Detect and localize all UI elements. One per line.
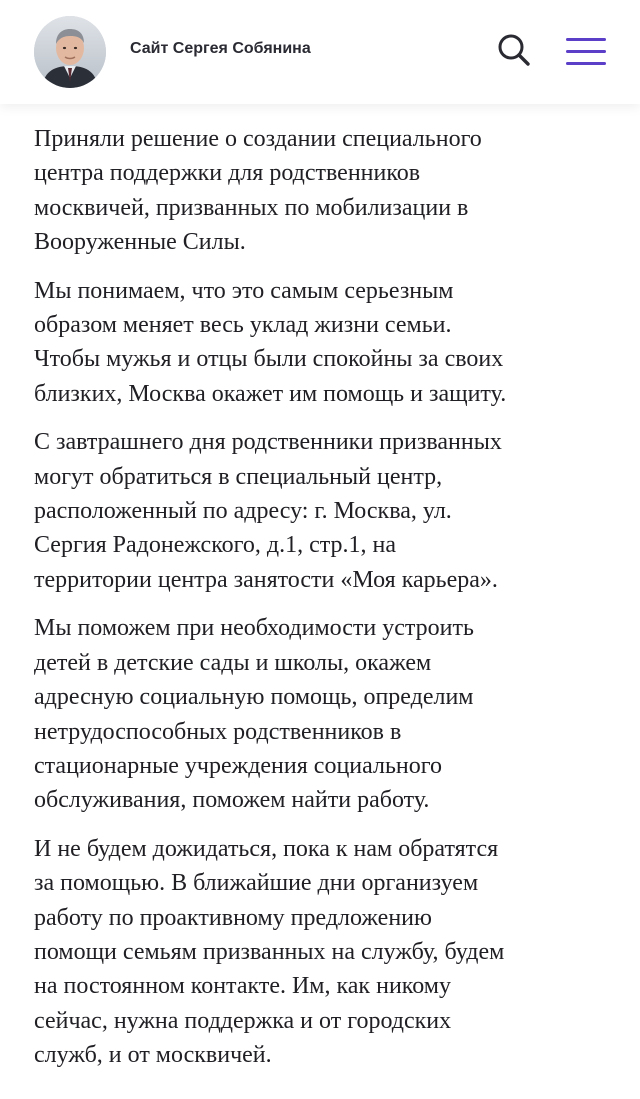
site-header (0, 0, 640, 104)
search-button[interactable] (494, 30, 534, 70)
site-title[interactable]: Сайт Сергея Собянина (130, 40, 311, 57)
article-paragraph: И не будем дожидаться, пока к нам обратятся за помощью. В ближайшие дни организуем работу по проактивному предложению помощи семьям призванных на службу, будем на постоянном контакте. Им, как никому сейчас, нужна поддержка и от городских служб, и от москвичей. (34, 835, 505, 1069)
hamburger-menu-icon (564, 36, 608, 68)
article-paragraph: С завтрашнего дня родственники призванных могут обратиться в специальный центр, расположенный по адресу: г. Москва, ул. Сергия Радонежского, д.1, стр.1, на территории центра занятости «Моя карьера». (34, 429, 502, 593)
article-paragraph: Приняли решение о создании специального центра поддержки для родственников москвичей, призванных по мобилизации в Вооруженные Силы. (34, 126, 482, 256)
article-paragraph: Мы понимаем, что это самым серьезным образом меняет весь уклад жизни семьи. Чтобы мужья и отцы были спокойны за своих близких, Москва окажет им помощь и защиту. (34, 277, 507, 407)
avatar[interactable] (34, 16, 106, 88)
menu-button[interactable] (564, 36, 608, 68)
portrait-icon (34, 16, 106, 88)
article-body (34, 122, 624, 1087)
article-paragraph: Мы поможем при необходимости устроить детей в детские сады и школы, окажем адресную социальную помощь, определим нетрудоспособных родственников в стационарные учреждения социального обслуживания, поможем найти работу. (34, 615, 474, 814)
search-icon (494, 30, 534, 70)
